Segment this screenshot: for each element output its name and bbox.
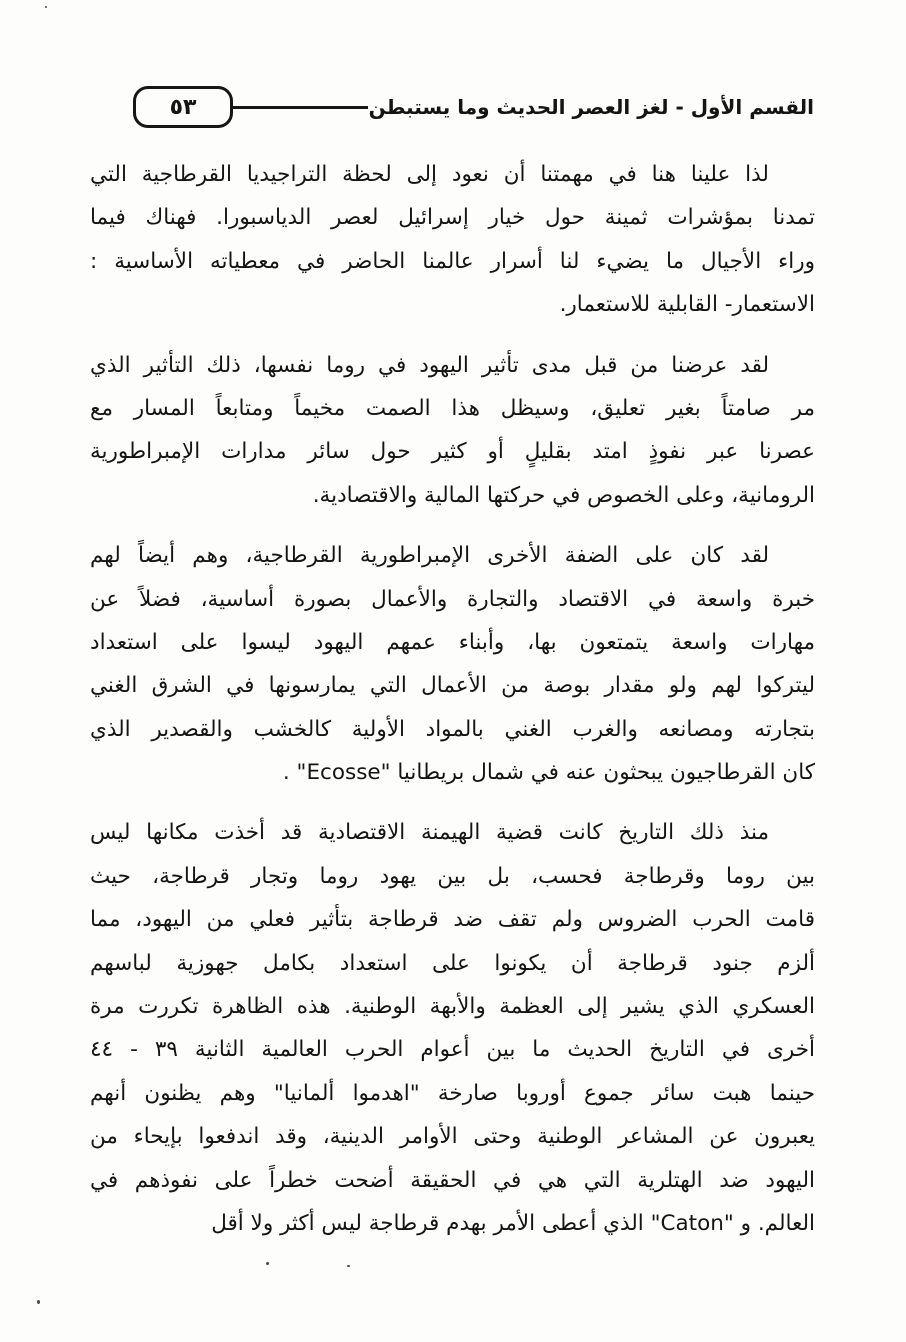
text-line: منذ ذلك التاريخ كانت قضية الهيمنة الاقتصادية قد أخذت مكانها ليس	[90, 820, 769, 846]
chapter-title: القسم الأول - لغز العصر الحديث وما يستبطن	[368, 95, 814, 119]
header-rule	[231, 106, 368, 109]
text-line: تمدنا بمؤشرات ثمينة حول خيار إسرائيل لعصر الدياسبورا. فهناك فيما	[90, 205, 815, 231]
text-line: كان القرطاجيون يبحثون عنه في شمال بريطانيا "Ecosse" .	[282, 760, 815, 786]
text-line: مهارات واسعة يتمتعون بها، وأبناء عمهم اليهود ليسوا على استعداد	[90, 629, 815, 655]
text-line: الرومانية، وعلى الخصوص في حركتها المالية والاقتصادية.	[312, 482, 815, 508]
scan-speck	[347, 1265, 350, 1267]
text-line: قامت الحرب الضروس ولم تقف ضد قرطاجة بتأثير فعلي من اليهود، مما	[90, 907, 815, 933]
text-line: لقد كان على الضفة الأخرى الإمبراطورية القرطاجية، وهم أيضاً لهم	[90, 543, 769, 569]
text-line: الاستعمار- القابلية للاستعمار.	[559, 292, 815, 318]
text-line: لقد عرضنا من قبل مدى تأثير اليهود في روما نفسها، ذلك التأثير الذي	[90, 352, 769, 378]
paragraph	[90, 534, 815, 794]
scan-speck	[45, 6, 47, 8]
text-line: أخرى في التاريخ الحديث ما بين أعوام الحرب العالمية الثانية ٣٩ - ٤٤	[90, 1037, 815, 1063]
text-line: العسكري الذي يشير إلى العظمة والأبهة الوطنية. هذه الظاهرة تكررت مرة	[90, 994, 815, 1020]
text-line: عصرنا عبر نفوذٍ امتد بقليلٍ أو كثير حول سائر مدارات الإمبراطورية	[90, 439, 815, 465]
text-line: مر صامتاً بغير تعليق، وسيظل هذا الصمت مخيماً ومتابعاً المسار مع	[90, 395, 815, 421]
scan-speck	[37, 1300, 40, 1304]
text-line: وراء الأجيال ما يضيء لنا أسرار عالمنا الحاضر في معطياته الأساسية :	[90, 248, 815, 274]
text-line: ليتركوا لهم ولو مقدار بوصة من الأعمال التي يمارسونها في الشرق الغني	[90, 673, 815, 699]
paragraph	[90, 811, 815, 1245]
paragraph	[90, 153, 815, 327]
page-number: ٥٣	[169, 94, 197, 120]
text-line: حينما هبت سائر جموع أوروبا صارخة "اهدموا ألمانيا" وهم يظنون أنهم	[90, 1080, 815, 1106]
text-line: خبرة واسعة في الاقتصاد والتجارة والأعمال بصورة أساسية، فضلاً عن	[90, 586, 815, 612]
body-text	[90, 153, 815, 1245]
text-line: العالم. و "Caton" الذي أعطى الأمر بهدم قرطاجة ليس أكثر ولا أقل	[211, 1210, 815, 1236]
running-head	[133, 86, 816, 128]
text-line: ألزم جنود قرطاجة أن يكونوا على استعداد بكامل جهوزية لباسهم	[90, 950, 815, 976]
text-line: لذا علينا هنا في مهمتنا أن نعود إلى لحظة التراجيديا القرطاجية التي	[90, 162, 769, 187]
text-line: بين روما وقرطاجة فحسب، بل بين يهود روما وتجار قرطاجة، حيث	[90, 863, 815, 889]
text-line: بتجارته ومصانعه والغرب الغني بالمواد الأولية كالخشب والقصدير الذي	[90, 716, 815, 742]
page-number-badge	[133, 86, 233, 128]
scan-speck	[266, 1262, 269, 1265]
paragraph	[90, 344, 815, 518]
text-line: اليهود ضد الهتلرية التي هي في الحقيقة أضحت خطراً على نفوذهم في	[90, 1167, 815, 1193]
text-line: يعبرون عن المشاعر الوطنية وحتى الأوامر الدينية، وقد اندفعوا بإيحاء من	[90, 1124, 815, 1150]
